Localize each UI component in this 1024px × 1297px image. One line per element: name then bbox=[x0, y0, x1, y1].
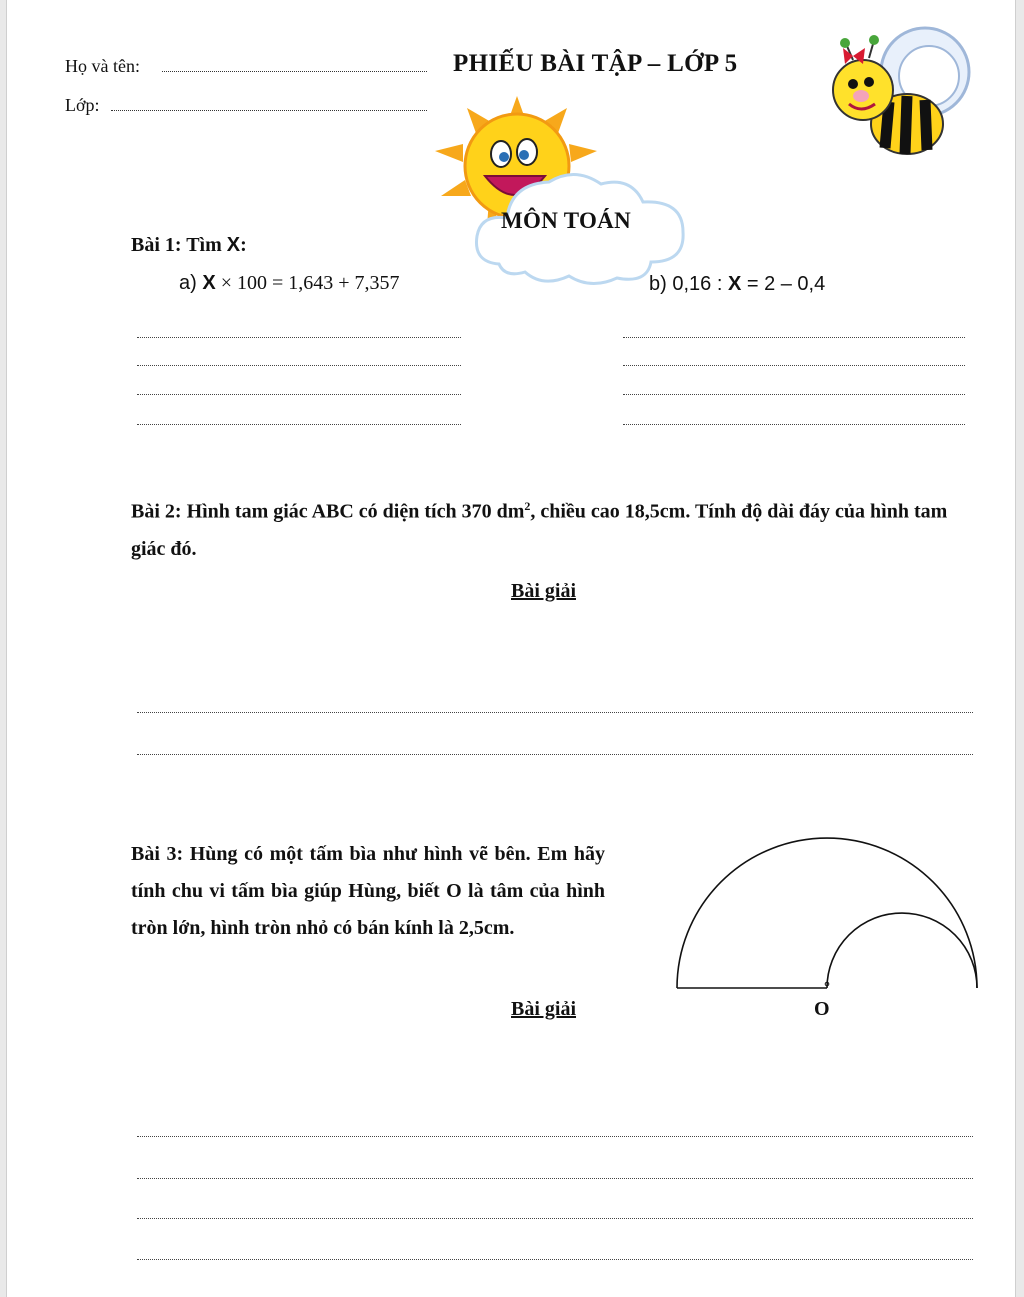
bai1-b-expr: = 2 – 0,4 bbox=[741, 273, 826, 295]
name-label: Họ và tên: bbox=[65, 56, 140, 76]
semicircle-figure bbox=[667, 832, 987, 1000]
bai1-a-answer-line[interactable] bbox=[137, 394, 461, 395]
bai1-a-answer-line[interactable] bbox=[137, 424, 461, 425]
bai1-b-answer-line[interactable] bbox=[623, 337, 965, 338]
bai2-text-part1: Hình tam giác ABC có diện tích 370 dm bbox=[181, 500, 525, 523]
bai1-heading-var: X bbox=[226, 234, 241, 256]
bai3-text: Hùng có một tấm bìa như hình vẽ bên. Em hãy tính chu vi tấm bìa giúp Hùng, biết O là tâm của hình tròn lớn, hình tròn nhỏ có bán kính là 2,5cm. bbox=[131, 843, 605, 939]
bai3-answer-line[interactable] bbox=[137, 1136, 973, 1137]
bai1-b-answer-line[interactable] bbox=[623, 365, 965, 366]
bai1-a-var: X bbox=[202, 272, 216, 294]
bai2-answer-line[interactable] bbox=[137, 712, 973, 713]
subject-title: MÔN TOÁN bbox=[501, 208, 631, 233]
bai1-equation-b bbox=[649, 273, 825, 296]
bai2-answer-line[interactable] bbox=[137, 754, 973, 755]
large-semicircle-arc bbox=[677, 838, 977, 988]
bai1-heading bbox=[131, 234, 247, 257]
bai1-a-expr: × 100 = 1,643 + 7,357 bbox=[215, 272, 400, 294]
bai3-answer-line[interactable] bbox=[137, 1178, 973, 1179]
worksheet-page bbox=[6, 0, 1016, 1297]
center-label-o: O bbox=[814, 998, 830, 1020]
bai2-solution-label: Bài giải bbox=[511, 580, 577, 602]
bai2-question bbox=[131, 488, 967, 568]
bai3-solution-label: Bài giải bbox=[511, 998, 577, 1020]
bai3-answer-line[interactable] bbox=[137, 1218, 973, 1219]
worksheet-title: PHIẾU BÀI TẬP – LỚP 5 bbox=[453, 50, 738, 77]
bai2-superscript: 2 bbox=[524, 499, 531, 513]
bai1-heading-text: Bài 1: Tìm bbox=[131, 234, 227, 256]
bai1-a-answer-line[interactable] bbox=[137, 365, 461, 366]
bee-icon bbox=[823, 20, 983, 165]
bai1-heading-colon: : bbox=[240, 234, 247, 256]
bai3-heading: Bài 3: bbox=[131, 843, 184, 865]
bai1-b-var: X bbox=[727, 273, 742, 295]
bai2-text-part2: , chiều cao 18,5cm. Tính độ dài đáy của hình tam giác đó. bbox=[131, 500, 948, 560]
bai1-equation-a bbox=[179, 272, 400, 295]
bai3-answer-line[interactable] bbox=[137, 1259, 973, 1260]
class-fill-line[interactable] bbox=[111, 110, 427, 111]
bai1-b-answer-line[interactable] bbox=[623, 394, 965, 395]
bai1-a-answer-line[interactable] bbox=[137, 337, 461, 338]
bai2-heading: Bài 2: bbox=[131, 500, 182, 523]
name-fill-line[interactable] bbox=[162, 71, 427, 72]
class-label: Lớp: bbox=[65, 95, 100, 115]
bai1-a-label: a) bbox=[179, 272, 203, 294]
bai1-b-answer-line[interactable] bbox=[623, 424, 965, 425]
small-semicircle-arc bbox=[827, 913, 977, 988]
bai1-b-label: b) 0,16 : bbox=[649, 273, 728, 295]
bai3-question bbox=[131, 836, 605, 947]
